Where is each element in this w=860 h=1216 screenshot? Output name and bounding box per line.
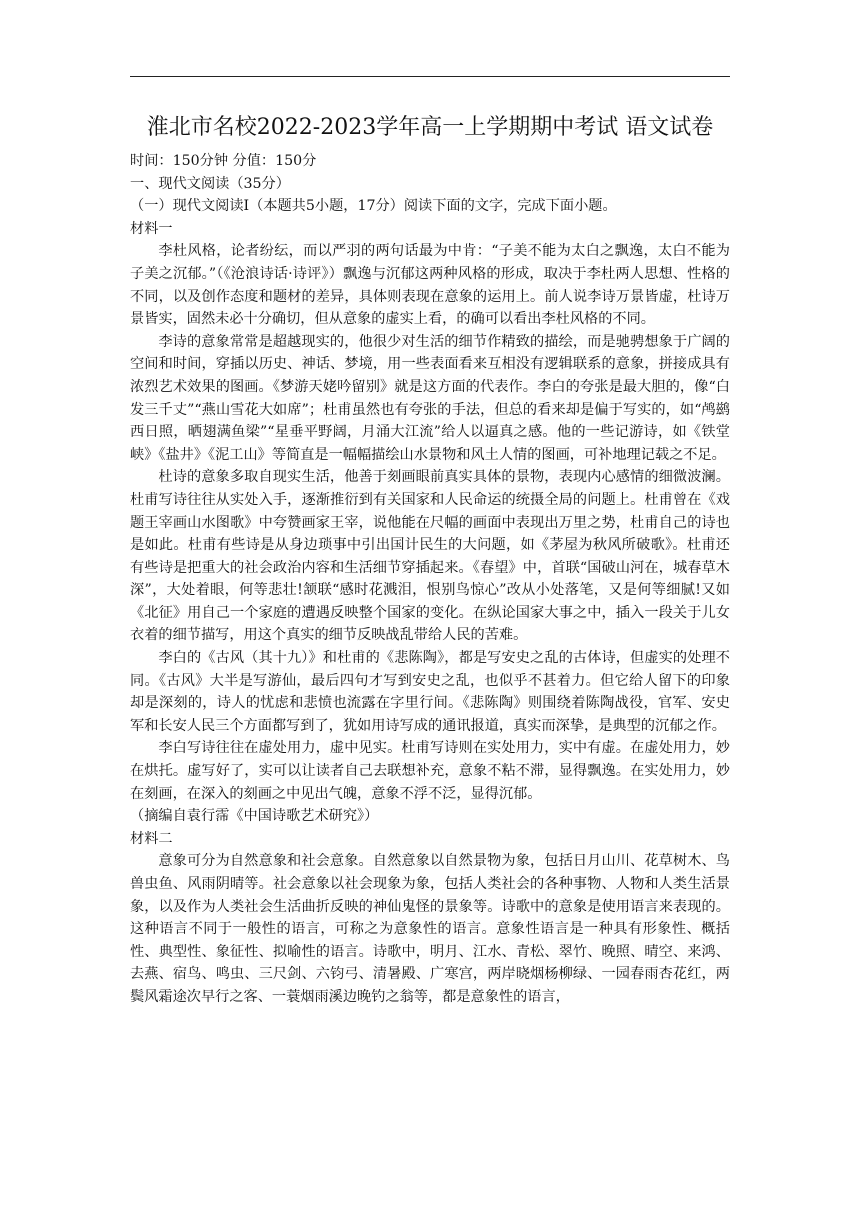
source-citation: （摘编自袁行霈《中国诗歌艺术研究》） xyxy=(130,808,379,825)
exam-title: 淮北市名校2022-2023学年高一上学期期中考试 语文试卷 xyxy=(146,115,714,140)
document-body xyxy=(130,150,730,1009)
section-heading: 一、现代文阅读（35分） xyxy=(130,175,290,192)
material-one-paragraph-5: 李白写诗往往在虚处用力，虚中见实。杜甫写诗则在实处用力，实中有虚。在虚处用力，妙在烘托。虚写好了，实可以让读者自己去联想补充，意象不粘不滞，显得飘逸。在实处用力，妙在刻画，在深入的刻画之中见出气魄，意象不浮不泛，显得沉郁。 xyxy=(130,740,730,802)
material-one-paragraph-3: 杜诗的意象多取自现实生活，他善于刻画眼前真实具体的景物，表现内心感情的细微波澜。杜甫写诗往往从实处入手，逐渐推衍到有关国家和人民命运的统摄全局的问题上。杜甫曾在《戏题王宰画山水图歌》中夸赞画家王宰，说他能在尺幅的画面中表现出万里之势，杜甫自己的诗也是如此。杜甫有些诗是从身边琐事中引出国计民生的大问题，如《茅屋为秋风所破歌》。杜甫还有些诗是把重大的社会政治内容和生活细节穿插起来。《春望》中，首联“国破山河在，城春草木深”，大处着眼，何等悲壮!颔联“感时花溅泪，恨别鸟惊心”改从小处落笔，又是何等细腻!又如《北征》用自己一个家庭的遭遇反映整个国家的变化。在纵论国家大事之中，插入一段关于儿女衣着的细节描写，用这个真实的细节反映战乱带给人民的苦难。 xyxy=(130,469,730,644)
exam-meta: 时间：150分钟 分值：150分 xyxy=(130,153,317,169)
material-one-paragraph-4: 李白的《古风（其十九）》和杜甫的《悲陈陶》，都是写安史之乱的古体诗，但虚实的处理不同。《古风》大半是写游仙，最后四句才写到安史之乱，也似乎不甚着力。但它给人留下的印象却是深刻的，诗人的忧虑和悲愤也流露在字里行间。《悲陈陶》则围绕着陈陶战役，官军、安史军和长安人民三个方面都写到了，犹如用诗写成的通讯报道，真实而深挚，是典型的沉郁之作。 xyxy=(130,650,730,734)
material-two-label: 材料二 xyxy=(130,830,173,847)
material-one-paragraph-2: 李诗的意象常常是超越现实的，他很少对生活的细节作精致的描绘，而是驰骋想象于广阔的空间和时间，穿插以历史、神话、梦境，用一些表面看来互相没有逻辑联系的意象，拼接成具有浓烈艺术效果的图画。《梦游天姥吟留别》就是这方面的代表作。李白的夸张是最大胆的，像“白发三千丈”“燕山雪花大如席”；杜甫虽然也有夸张的手法，但总的看来却是偏于写实的，如“鸬鹚西日照，晒翅满鱼梁”“星垂平野阔，月涌大江流”给人以逼真之感。他的一些记游诗，如《铁堂峡》《盐井》《泥工山》等简直是一幅幅描绘山水景物和风土人情的图画，可补地理记载之不足。 xyxy=(130,333,730,463)
material-two-paragraph-1: 意象可分为自然意象和社会意象。自然意象以自然景物为象，包括日月山川、花草树木、鸟兽虫鱼、风雨阴晴等。社会意象以社会现象为象，包括人类社会的各种事物、人物和人类生活景象，以及作为人类社会生活曲折反映的神仙鬼怪的景象等。诗歌中的意象是使用语言来表现的。这种语言不同于一般性的语言，可称之为意象性的语言。意象性语言是一种具有形象性、概括性、典型性、象征性、拟喻性的语言。诗歌中，明月、江水、青松、翠竹、晚照、晴空、来鸿、去燕、宿鸟、鸣虫、三尺剑、六钧弓、清暑殿、广寒宫，两岸晓烟杨柳绿、一园春雨杏花红，两鬓风霜途次早行之客、一蓑烟雨溪边晚钓之翁等，都是意象性的语言， xyxy=(130,853,730,1005)
header-rule xyxy=(130,76,730,77)
subsection-heading: （一）现代文阅读Ⅰ（本题共5小题，17分）阅读下面的文字，完成下面小题。 xyxy=(130,198,617,215)
material-one-label: 材料一 xyxy=(130,220,173,237)
material-one-paragraph-1: 李杜风格，论者纷纭，而以严羽的两句话最为中肯：“子美不能为太白之飘逸，太白不能为子美之沉郁。”（《沧浪诗话·诗评》）飘逸与沉郁这两种风格的形成，取决于李杜两人思想、性格的不同，以及创作态度和题材的差异，具体则表现在意象的运用上。前人说李诗万景皆虚，杜诗万景皆实，固然未必十分确切，但从意象的虚实上看，的确可以看出李杜风格的不同。 xyxy=(130,243,730,328)
